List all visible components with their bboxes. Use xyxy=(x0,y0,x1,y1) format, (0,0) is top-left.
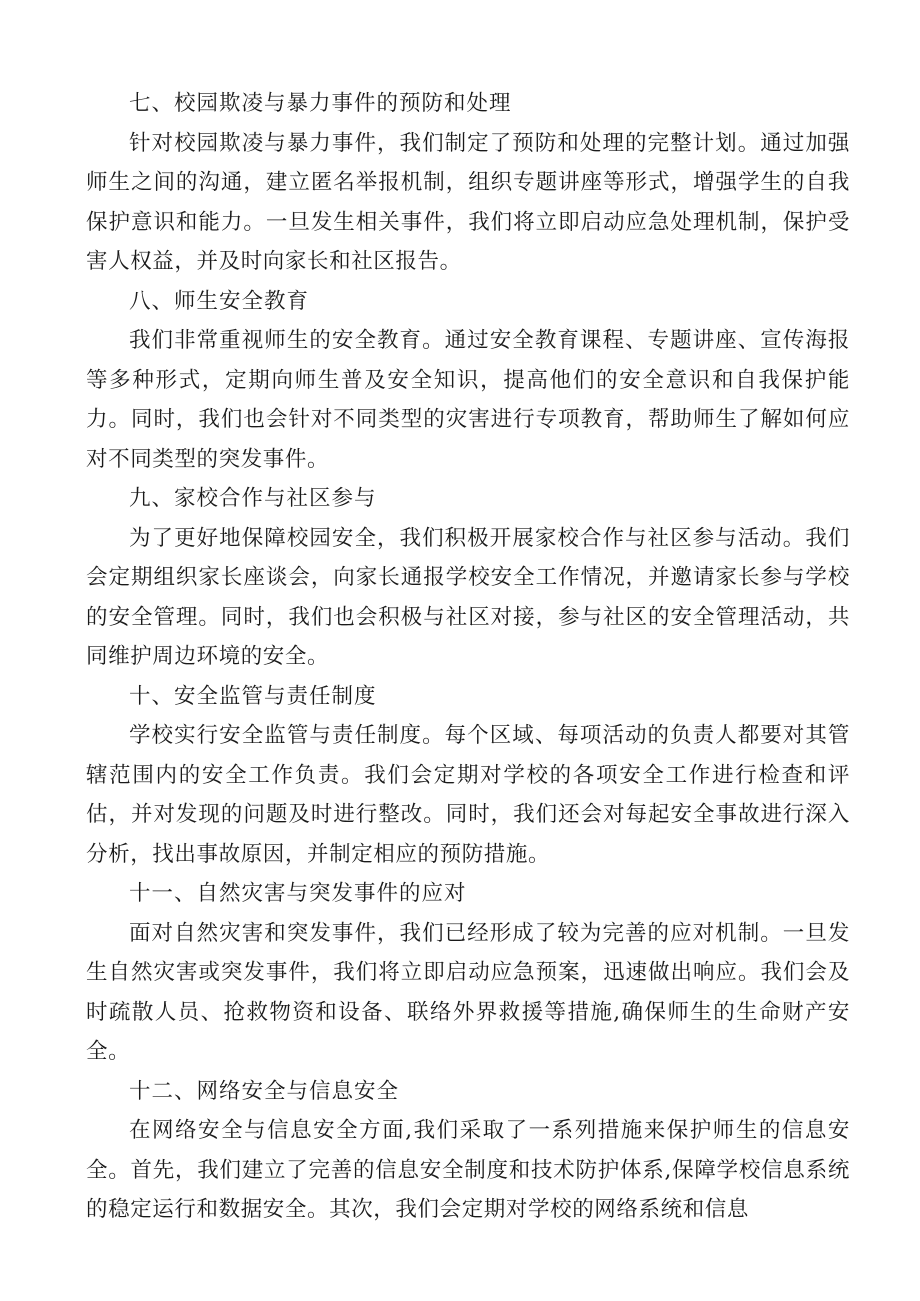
section-paragraph: 为了更好地保障校园安全，我们积极开展家校合作与社区参与活动。我们会定期组织家长座谈会，向家长通报学校安全工作情况，并邀请家长参与学校的安全管理。同时，我们也会积极与社区对接，参与社区的安全管理活动，共同维护周边环境的安全。 xyxy=(86,525,850,669)
section-paragraph: 我们非常重视师生的安全教育。通过安全教育课程、专题讲座、宣传海报等多种形式，定期向师生普及安全知识，提高他们的安全意识和自我保护能力。同时，我们也会针对不同类型的灾害进行专项教育，帮助师生了解如何应对不同类型的突发事件。 xyxy=(86,328,850,472)
section-heading: 十一、自然灾害与突发事件的应对 xyxy=(129,881,467,906)
section-home-school-cooperation xyxy=(86,479,850,677)
section-network-security xyxy=(86,1072,850,1230)
section-natural-disasters xyxy=(86,874,850,1072)
section-supervision-responsibility xyxy=(86,677,850,875)
section-paragraph: 在网络安全与信息安全方面,我们采取了一系列措施来保护师生的信息安全。首先，我们建立了完善的信息安全制度和技术防护体系,保障学校信息系统的稳定运行和数据安全。其次，我们会定期对学校的网络系统和信息 xyxy=(86,1118,850,1222)
section-bullying xyxy=(86,84,850,282)
document-page xyxy=(86,84,850,1230)
section-heading: 十、安全监管与责任制度 xyxy=(129,683,377,709)
section-heading: 七、校园欺凌与暴力事件的预防和处理 xyxy=(129,91,512,116)
section-paragraph: 面对自然灾害和突发事件，我们已经形成了较为完善的应对机制。一旦发生自然灾害或突发事件，我们将立即启动应急预案，迅速做出响应。我们会及时疏散人员、抢救物资和设备、联络外界救援等措施,确保师生的生命财产安全。 xyxy=(86,920,850,1064)
section-paragraph: 针对校园欺凌与暴力事件，我们制定了预防和处理的完整计划。通过加强师生之间的沟通，建立匿名举报机制，组织专题讲座等形式，增强学生的自我保护意识和能力。一旦发生相关事件，我们将立即启动应急处理机制，保护受害人权益，并及时向家长和社区报告。 xyxy=(86,130,850,274)
section-heading: 九、家校合作与社区参与 xyxy=(129,486,377,511)
section-heading: 十二、网络安全与信息安全 xyxy=(129,1078,400,1104)
section-heading: 八、师生安全教育 xyxy=(129,288,310,314)
section-paragraph: 学校实行安全监管与责任制度。每个区域、每项活动的负责人都要对其管辖范围内的安全工作负责。我们会定期对学校的各项安全工作进行检查和评估，并对发现的问题及时进行整改。同时，我们还会对每起安全事故进行深入分析，找出事故原因，并制定相应的预防措施。 xyxy=(86,723,850,867)
section-safety-education xyxy=(86,282,850,480)
